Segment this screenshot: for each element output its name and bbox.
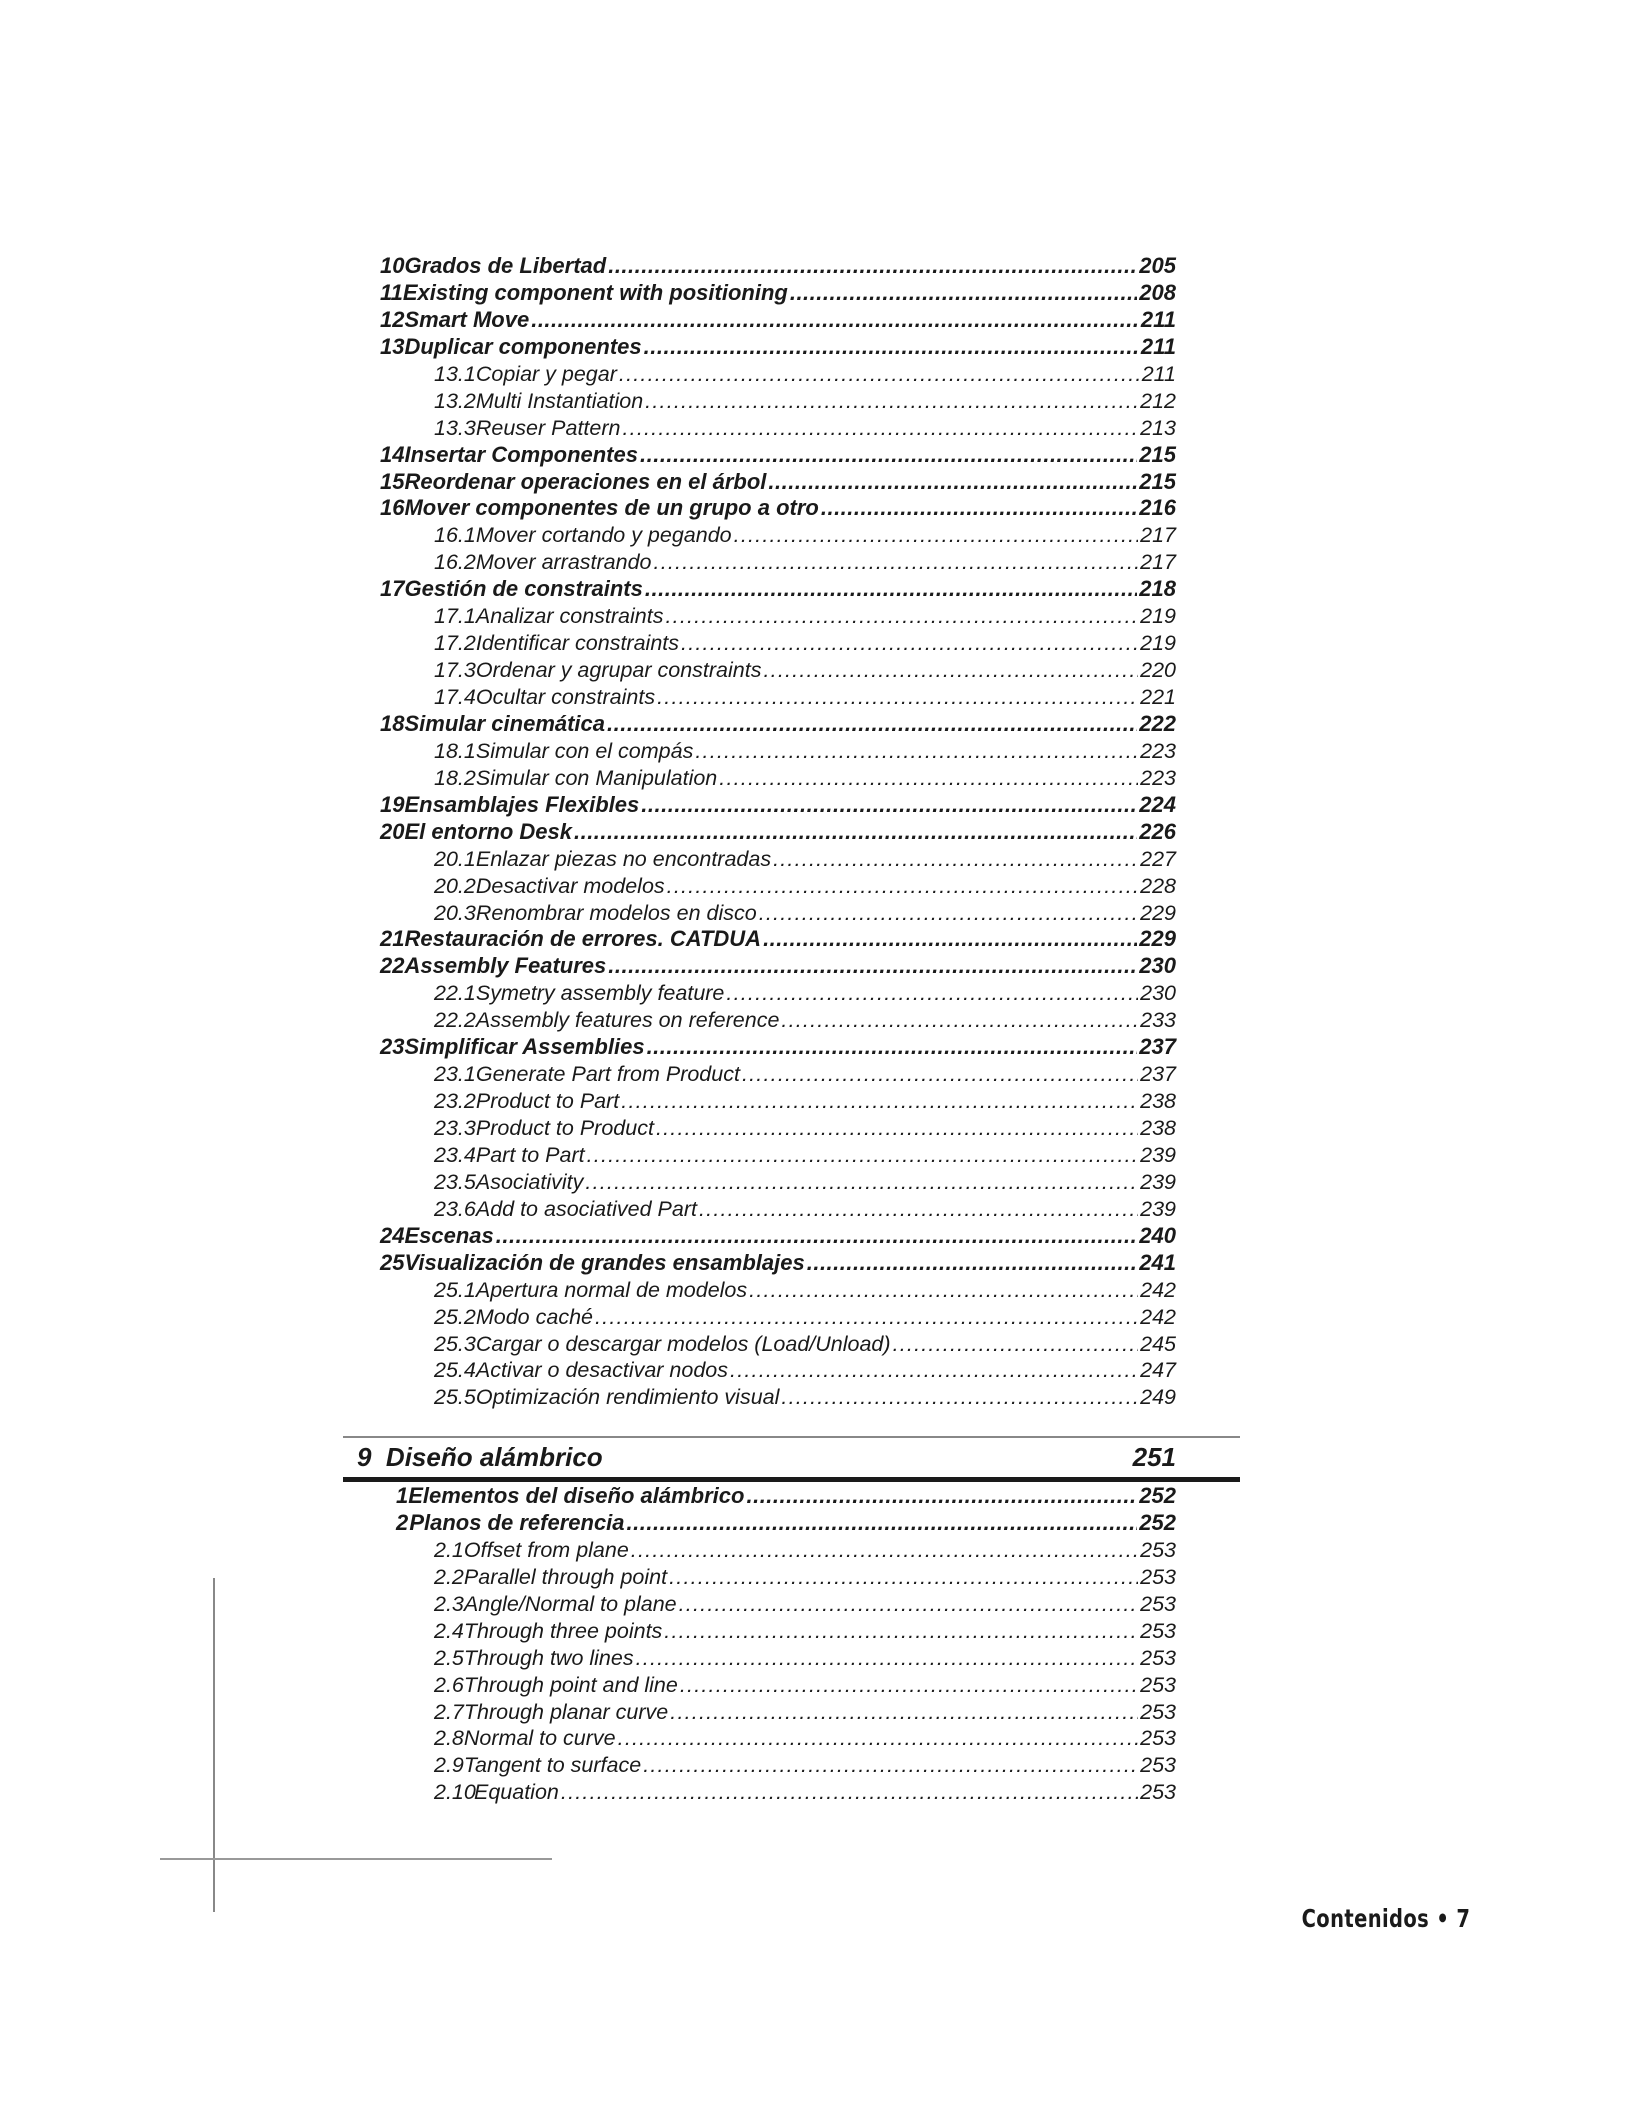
toc-entry-title: Existing component with positioning	[402, 279, 788, 305]
toc-entry-number: 18.2	[434, 765, 476, 790]
toc-entry-page: 212	[1140, 388, 1176, 413]
toc-entry-title: Insertar Componentes	[404, 441, 638, 467]
toc-entry-number: 25.1	[434, 1277, 476, 1302]
toc-entry-title: Symetry assembly feature	[475, 981, 725, 1006]
toc-entry-number: 13.3	[434, 415, 476, 440]
toc-entry-title: Visualización de grandes ensamblajes	[404, 1249, 805, 1275]
toc-entry-title: Assembly Features	[404, 953, 607, 979]
toc-entry-number: 2.4	[434, 1618, 464, 1643]
toc-entry[interactable]	[380, 253, 1176, 280]
toc-entry-page: 211	[1141, 361, 1176, 386]
toc-entry[interactable]	[380, 361, 1176, 388]
toc-entry[interactable]	[380, 1007, 1176, 1034]
toc-entry-title: Reordenar operaciones en el árbol	[404, 468, 767, 494]
toc-entry-page: 223	[1140, 738, 1176, 763]
toc-leader-dots	[608, 953, 1137, 980]
toc-entry-title: Angle/Normal to plane	[463, 1591, 677, 1616]
toc-entry-number: 2.7	[434, 1699, 464, 1724]
toc-entry-page: 217	[1140, 550, 1176, 575]
toc-entry-page: 240	[1139, 1222, 1176, 1248]
toc-entry-number: 17	[380, 576, 405, 602]
footer-page-number: 7	[1456, 1904, 1470, 1933]
toc-entry-title: Through planar curve	[463, 1699, 669, 1724]
toc-entry-title: Simular cinemática	[404, 710, 606, 736]
toc-entry-page: 239	[1140, 1169, 1176, 1194]
toc-entry[interactable]	[380, 1510, 1176, 1537]
toc-entry[interactable]	[380, 1564, 1176, 1591]
toc-leader-dots	[654, 549, 1139, 576]
toc-entry-title: Normal to curve	[463, 1726, 616, 1751]
toc-leader-dots	[496, 1223, 1138, 1250]
table-of-contents	[380, 253, 1176, 1411]
toc-entry-title: Escenas	[404, 1222, 494, 1248]
toc-entry-number: 18.1	[434, 738, 476, 763]
toc-entry[interactable]	[380, 684, 1176, 711]
toc-entry-page: 239	[1140, 1196, 1176, 1221]
toc-entry[interactable]	[380, 1384, 1176, 1411]
toc-entry-number: 2.6	[434, 1672, 464, 1697]
toc-entry[interactable]	[380, 1537, 1176, 1564]
toc-entry-title: Offset from plane	[463, 1537, 629, 1562]
toc-entry-number: 2.8	[434, 1726, 464, 1751]
toc-entry-page: 218	[1139, 576, 1176, 602]
toc-entry-title: Simplificar Assemblies	[404, 1034, 645, 1060]
toc-leader-dots	[807, 1250, 1138, 1277]
toc-entry-page: 205	[1139, 253, 1176, 278]
toc-entry[interactable]	[380, 1699, 1176, 1726]
toc-leader-dots	[627, 1510, 1138, 1537]
toc-entry-title: Restauración de errores. CATDUA	[404, 926, 762, 952]
toc-entry-page: 252	[1139, 1509, 1176, 1535]
toc-entry[interactable]	[380, 1142, 1176, 1169]
toc-entry-number: 13.1	[434, 361, 476, 386]
toc-entry-page: 230	[1140, 981, 1176, 1006]
toc-entry-title: Planos de referencia	[409, 1509, 625, 1535]
toc-entry-number: 11	[380, 279, 403, 305]
toc-entry-page: 238	[1140, 1089, 1176, 1114]
toc-entry-title: Equation	[474, 1780, 559, 1805]
toc-entry[interactable]	[380, 1196, 1176, 1223]
toc-entry-number: 23	[380, 1034, 405, 1060]
toc-entry-title: Enlazar piezas no encontradas	[475, 846, 772, 871]
toc-entry-title: Activar o desactivar nodos	[475, 1358, 729, 1383]
toc-leader-dots	[640, 442, 1137, 469]
toc-entry-page: 253	[1140, 1672, 1176, 1697]
toc-entry[interactable]	[380, 415, 1176, 442]
toc-entry-title: Multi Instantiation	[475, 388, 644, 413]
toc-leader-dots	[681, 630, 1138, 657]
toc-entry[interactable]	[380, 1088, 1176, 1115]
toc-entry-page: 224	[1139, 791, 1176, 817]
toc-leader-dots	[742, 1061, 1138, 1088]
toc-entry[interactable]	[380, 765, 1176, 792]
toc-entry-page: 219	[1140, 604, 1176, 629]
toc-leader-dots	[647, 1034, 1138, 1061]
toc-entry-number: 1	[396, 1483, 409, 1508]
toc-entry-title: Ordenar y agrupar constraints	[475, 658, 762, 683]
toc-entry-number: 20.2	[434, 873, 476, 898]
toc-entry[interactable]	[380, 1752, 1176, 1779]
toc-entry-page: 245	[1140, 1331, 1176, 1356]
toc-entry[interactable]	[380, 522, 1176, 549]
toc-entry-number: 10	[380, 253, 405, 278]
toc-entry-title: Reuser Pattern	[475, 415, 621, 440]
toc-entry-number: 23.1	[434, 1062, 476, 1087]
toc-leader-dots	[667, 873, 1138, 900]
toc-leader-dots	[763, 926, 1137, 953]
toc-entry-title: Modo caché	[475, 1304, 593, 1329]
toc-entry-title: Identificar constraints	[475, 631, 680, 656]
toc-entry-page: 228	[1140, 873, 1176, 898]
toc-entry-page: 213	[1140, 415, 1176, 440]
toc-leader-dots	[644, 334, 1139, 361]
toc-entry[interactable]	[380, 980, 1176, 1007]
toc-entry-page: 253	[1140, 1753, 1176, 1778]
toc-entry-title: Ocultar constraints	[475, 685, 656, 709]
toc-entry-number: 25	[380, 1249, 405, 1275]
toc-entry[interactable]	[380, 495, 1176, 522]
toc-entry-page: 253	[1140, 1645, 1176, 1670]
toc-leader-dots	[631, 1537, 1138, 1564]
toc-entry-number: 23.6	[434, 1196, 476, 1221]
toc-leader-dots	[790, 280, 1137, 307]
toc-entry-number: 17.2	[434, 631, 476, 656]
toc-entry-number: 24	[380, 1222, 405, 1248]
toc-entry-number: 23.5	[434, 1169, 476, 1194]
toc-leader-dots	[763, 657, 1138, 684]
toc-entry-number: 16.2	[434, 550, 476, 575]
toc-leader-dots	[719, 765, 1138, 792]
toc-entry[interactable]	[380, 711, 1176, 738]
toc-entry-page: 253	[1140, 1564, 1176, 1589]
toc-leader-dots	[622, 415, 1138, 442]
toc-entry-page: 222	[1139, 710, 1176, 736]
toc-entry-page: 242	[1140, 1277, 1176, 1302]
toc-leader-dots	[664, 1618, 1138, 1645]
toc-entry-page: 220	[1140, 658, 1176, 683]
toc-entry[interactable]	[380, 1483, 1176, 1510]
toc-entry-title: Simular con el compás	[475, 738, 694, 763]
toc-entry-page: 253	[1140, 1726, 1176, 1751]
toc-entry[interactable]	[380, 1779, 1176, 1806]
toc-leader-dots	[619, 361, 1140, 388]
toc-leader-dots	[781, 1007, 1138, 1034]
toc-entry-page: 216	[1139, 495, 1176, 521]
toc-entry[interactable]	[380, 1277, 1176, 1304]
toc-entry-number: 16.1	[434, 523, 476, 548]
toc-leader-dots	[657, 684, 1138, 711]
toc-entry-number: 23.2	[434, 1089, 476, 1114]
toc-leader-dots	[621, 1088, 1138, 1115]
toc-entry-page: 247	[1140, 1358, 1176, 1383]
toc-entry-number: 20	[380, 818, 405, 844]
toc-entry-title: Product to Part	[475, 1089, 620, 1114]
toc-entry-page: 253	[1140, 1591, 1176, 1616]
toc-entry[interactable]	[380, 1591, 1176, 1618]
toc-entry-title: Through two lines	[463, 1645, 634, 1670]
toc-entry[interactable]	[380, 630, 1176, 657]
toc-entry-title: Cargar o descargar modelos (Load/Unload)	[475, 1331, 891, 1356]
toc-entry-number: 2.1	[434, 1537, 464, 1562]
toc-leader-dots	[773, 846, 1138, 873]
toc-entry-page: 249	[1140, 1385, 1176, 1410]
toc-entry-number: 21	[380, 926, 405, 952]
toc-entry-title: Optimización rendimiento visual	[475, 1385, 780, 1410]
toc-entry-page: 217	[1140, 523, 1176, 548]
toc-entry-page: 252	[1139, 1483, 1176, 1508]
toc-entry-title: Generate Part from Product	[475, 1062, 740, 1087]
chapter-page: 251	[1132, 1442, 1176, 1472]
toc-entry-title: Mover componentes de un grupo a otro	[404, 495, 819, 521]
crop-mark-horizontal	[160, 1858, 552, 1860]
toc-entry-page: 230	[1139, 953, 1176, 979]
toc-entry-number: 23.4	[434, 1142, 476, 1167]
toc-entry-number: 25.5	[434, 1385, 476, 1410]
chapter-heading-title	[357, 1442, 603, 1473]
toc-entry-title: Copiar y pegar	[475, 361, 617, 386]
toc-entry[interactable]	[380, 1034, 1176, 1061]
toc-entry[interactable]	[380, 469, 1176, 496]
toc-entry[interactable]	[380, 1061, 1176, 1088]
toc-entry-number: 18	[380, 710, 405, 736]
toc-entry-title: Grados de Libertad	[404, 253, 607, 278]
toc-entry[interactable]	[380, 926, 1176, 953]
toc-entry-title: Elementos del diseño alámbrico	[408, 1483, 745, 1508]
toc-entry-number: 22	[380, 953, 405, 979]
toc-entry-page: 219	[1140, 631, 1176, 656]
toc-entry-number: 15	[380, 468, 405, 494]
toc-entry-title: Ensamblajes Flexibles	[404, 791, 640, 817]
toc-leader-dots	[893, 1331, 1139, 1358]
toc-entry-title: Mover cortando y pegando	[475, 523, 732, 548]
toc-entry-title: Assembly features on reference	[475, 1008, 780, 1033]
toc-entry-number: 14	[380, 441, 405, 467]
toc-entry-page: 215	[1139, 468, 1176, 494]
footer-separator: •	[1435, 1904, 1449, 1933]
toc-leader-dots	[781, 1384, 1138, 1411]
toc-entry-title: Smart Move	[404, 306, 530, 332]
toc-entry[interactable]	[380, 1115, 1176, 1142]
toc-entry-title: Desactivar modelos	[475, 873, 665, 898]
toc-entry-number: 2.10	[434, 1780, 476, 1805]
toc-entry-title: Renombrar modelos en disco	[475, 900, 757, 925]
toc-entry-page: 227	[1140, 846, 1176, 871]
toc-entry[interactable]	[380, 1250, 1176, 1277]
toc-entry-page: 229	[1140, 900, 1176, 925]
toc-entry-page: 211	[1140, 306, 1176, 332]
toc-entry[interactable]	[380, 1725, 1176, 1752]
toc-entry-page: 226	[1139, 818, 1176, 844]
toc-leader-dots	[730, 1357, 1138, 1384]
toc-entry-title: Mover arrastrando	[475, 550, 652, 575]
toc-leader-dots	[643, 1752, 1138, 1779]
toc-leader-dots	[608, 253, 1137, 280]
toc-entry-number: 25.4	[434, 1358, 476, 1383]
toc-entry-number: 23.3	[434, 1116, 476, 1140]
toc-entry-page: 223	[1140, 765, 1176, 790]
toc-leader-dots	[821, 495, 1137, 522]
toc-entry-title: Through three points	[463, 1618, 663, 1643]
toc-entry-number: 2.3	[434, 1591, 464, 1616]
toc-leader-dots	[645, 388, 1138, 415]
toc-entry-number: 20.3	[434, 900, 476, 925]
toc-entry[interactable]	[380, 388, 1176, 415]
toc-entry-title: Asociativity	[475, 1169, 584, 1194]
toc-leader-dots	[734, 522, 1138, 549]
toc-entry[interactable]	[380, 1672, 1176, 1699]
toc-entry[interactable]	[380, 846, 1176, 873]
toc-entry-title: El entorno Desk	[404, 818, 572, 844]
footer-label: Contenidos	[1301, 1904, 1429, 1933]
toc-leader-dots	[679, 1591, 1139, 1618]
toc-leader-dots	[669, 1564, 1138, 1591]
chapter-title: Diseño alámbrico	[385, 1442, 603, 1472]
toc-leader-dots	[636, 1645, 1139, 1672]
toc-leader-dots	[665, 603, 1138, 630]
toc-entry-number: 17.4	[434, 685, 476, 709]
toc-entry[interactable]	[380, 792, 1176, 819]
toc-entry-page: 237	[1140, 1062, 1176, 1087]
toc-entry[interactable]	[380, 334, 1176, 361]
toc-entry-page: 229	[1139, 926, 1176, 952]
toc-entry-number: 19	[380, 791, 405, 817]
toc-entry-title: Duplicar componentes	[404, 333, 642, 359]
toc-leader-dots	[749, 1277, 1138, 1304]
toc-entry[interactable]	[380, 1645, 1176, 1672]
toc-entry-title: Analizar constraints	[475, 604, 664, 629]
toc-entry-number: 25.2	[434, 1304, 476, 1329]
toc-entry[interactable]	[380, 307, 1176, 334]
toc-leader-dots	[607, 711, 1137, 738]
toc-entry[interactable]	[380, 603, 1176, 630]
toc-leader-dots	[574, 819, 1137, 846]
toc-leader-dots	[759, 900, 1138, 927]
crop-mark-vertical	[213, 1578, 215, 1912]
toc-leader-dots	[768, 469, 1137, 496]
toc-entry[interactable]	[380, 819, 1176, 846]
toc-entry-title: Tangent to surface	[463, 1753, 642, 1778]
toc-entry[interactable]	[380, 1357, 1176, 1384]
toc-entry-page: 253	[1140, 1780, 1176, 1805]
toc-entry-number: 12	[380, 306, 405, 332]
toc-leader-dots	[699, 1196, 1138, 1223]
toc-entry[interactable]	[380, 576, 1176, 603]
toc-entry-number: 25.3	[434, 1331, 476, 1356]
toc-entry[interactable]	[380, 738, 1176, 765]
toc-entry-page: 239	[1140, 1142, 1176, 1167]
toc-entry[interactable]	[380, 900, 1176, 927]
toc-entry-page: 253	[1140, 1618, 1176, 1643]
toc-entry[interactable]	[380, 1331, 1176, 1358]
toc-leader-dots	[670, 1699, 1138, 1726]
toc-entry[interactable]	[380, 549, 1176, 576]
toc-leader-dots	[561, 1779, 1138, 1806]
toc-entry-page: 237	[1139, 1034, 1176, 1060]
toc-entry-page: 241	[1139, 1249, 1176, 1275]
toc-entry-title: Add to asociatived Part	[475, 1196, 697, 1221]
toc-entry-page: 253	[1140, 1699, 1176, 1724]
toc-entry-page: 208	[1139, 279, 1176, 305]
chapter-table-of-contents	[380, 1483, 1176, 1806]
toc-entry-number: 2.5	[434, 1645, 464, 1670]
toc-entry-number: 20.1	[434, 846, 476, 871]
toc-leader-dots	[726, 980, 1138, 1007]
toc-leader-dots	[680, 1672, 1138, 1699]
toc-entry-title: Through point and line	[463, 1672, 678, 1697]
chapter-number: 9	[357, 1442, 372, 1472]
toc-leader-dots	[695, 738, 1138, 765]
toc-leader-dots	[641, 792, 1137, 819]
toc-entry-title: Apertura normal de modelos	[475, 1277, 748, 1302]
toc-entry-page: 238	[1140, 1116, 1176, 1140]
toc-entry[interactable]	[380, 1304, 1176, 1331]
toc-entry-page: 221	[1140, 685, 1176, 709]
toc-entry-title: Product to Product	[475, 1116, 654, 1140]
toc-leader-dots	[618, 1725, 1138, 1752]
toc-entry-title: Gestión de constraints	[404, 576, 643, 602]
toc-leader-dots	[531, 307, 1139, 334]
toc-entry[interactable]	[380, 1223, 1176, 1250]
chapter-heading[interactable]	[343, 1436, 1240, 1482]
toc-entry[interactable]	[380, 657, 1176, 684]
toc-entry-page: 211	[1140, 333, 1176, 359]
toc-entry-number: 13.2	[434, 388, 476, 413]
toc-entry-number: 2.2	[434, 1564, 464, 1589]
toc-entry-number: 2.9	[434, 1753, 464, 1778]
toc-entry[interactable]	[380, 953, 1176, 980]
toc-leader-dots	[645, 576, 1137, 603]
toc-entry-page: 215	[1139, 441, 1176, 467]
toc-entry-number: 22.1	[434, 981, 476, 1006]
toc-entry-number: 16	[380, 495, 405, 521]
toc-leader-dots	[585, 1169, 1138, 1196]
toc-entry-number: 17.1	[434, 604, 476, 629]
toc-entry-number: 17.3	[434, 658, 476, 683]
toc-entry-title: Parallel through point	[463, 1564, 668, 1589]
toc-leader-dots	[595, 1304, 1138, 1331]
toc-entry-page: 242	[1140, 1304, 1176, 1329]
toc-entry[interactable]	[380, 1618, 1176, 1645]
toc-entry[interactable]	[380, 873, 1176, 900]
toc-entry-page: 233	[1140, 1008, 1176, 1033]
toc-leader-dots	[587, 1142, 1139, 1169]
toc-entry[interactable]	[380, 442, 1176, 469]
toc-entry-title: Part to Part	[475, 1142, 585, 1167]
toc-entry-page: 253	[1140, 1537, 1176, 1562]
toc-entry-number: 2	[396, 1509, 409, 1535]
toc-entry[interactable]	[380, 1169, 1176, 1196]
toc-entry-number: 13	[380, 333, 405, 359]
page-footer	[1301, 1904, 1470, 1933]
toc-entry[interactable]	[380, 280, 1176, 307]
toc-leader-dots	[746, 1483, 1137, 1510]
toc-entry-number: 22.2	[434, 1008, 476, 1033]
toc-entry-title: Simular con Manipulation	[475, 765, 718, 790]
toc-leader-dots	[656, 1115, 1138, 1142]
